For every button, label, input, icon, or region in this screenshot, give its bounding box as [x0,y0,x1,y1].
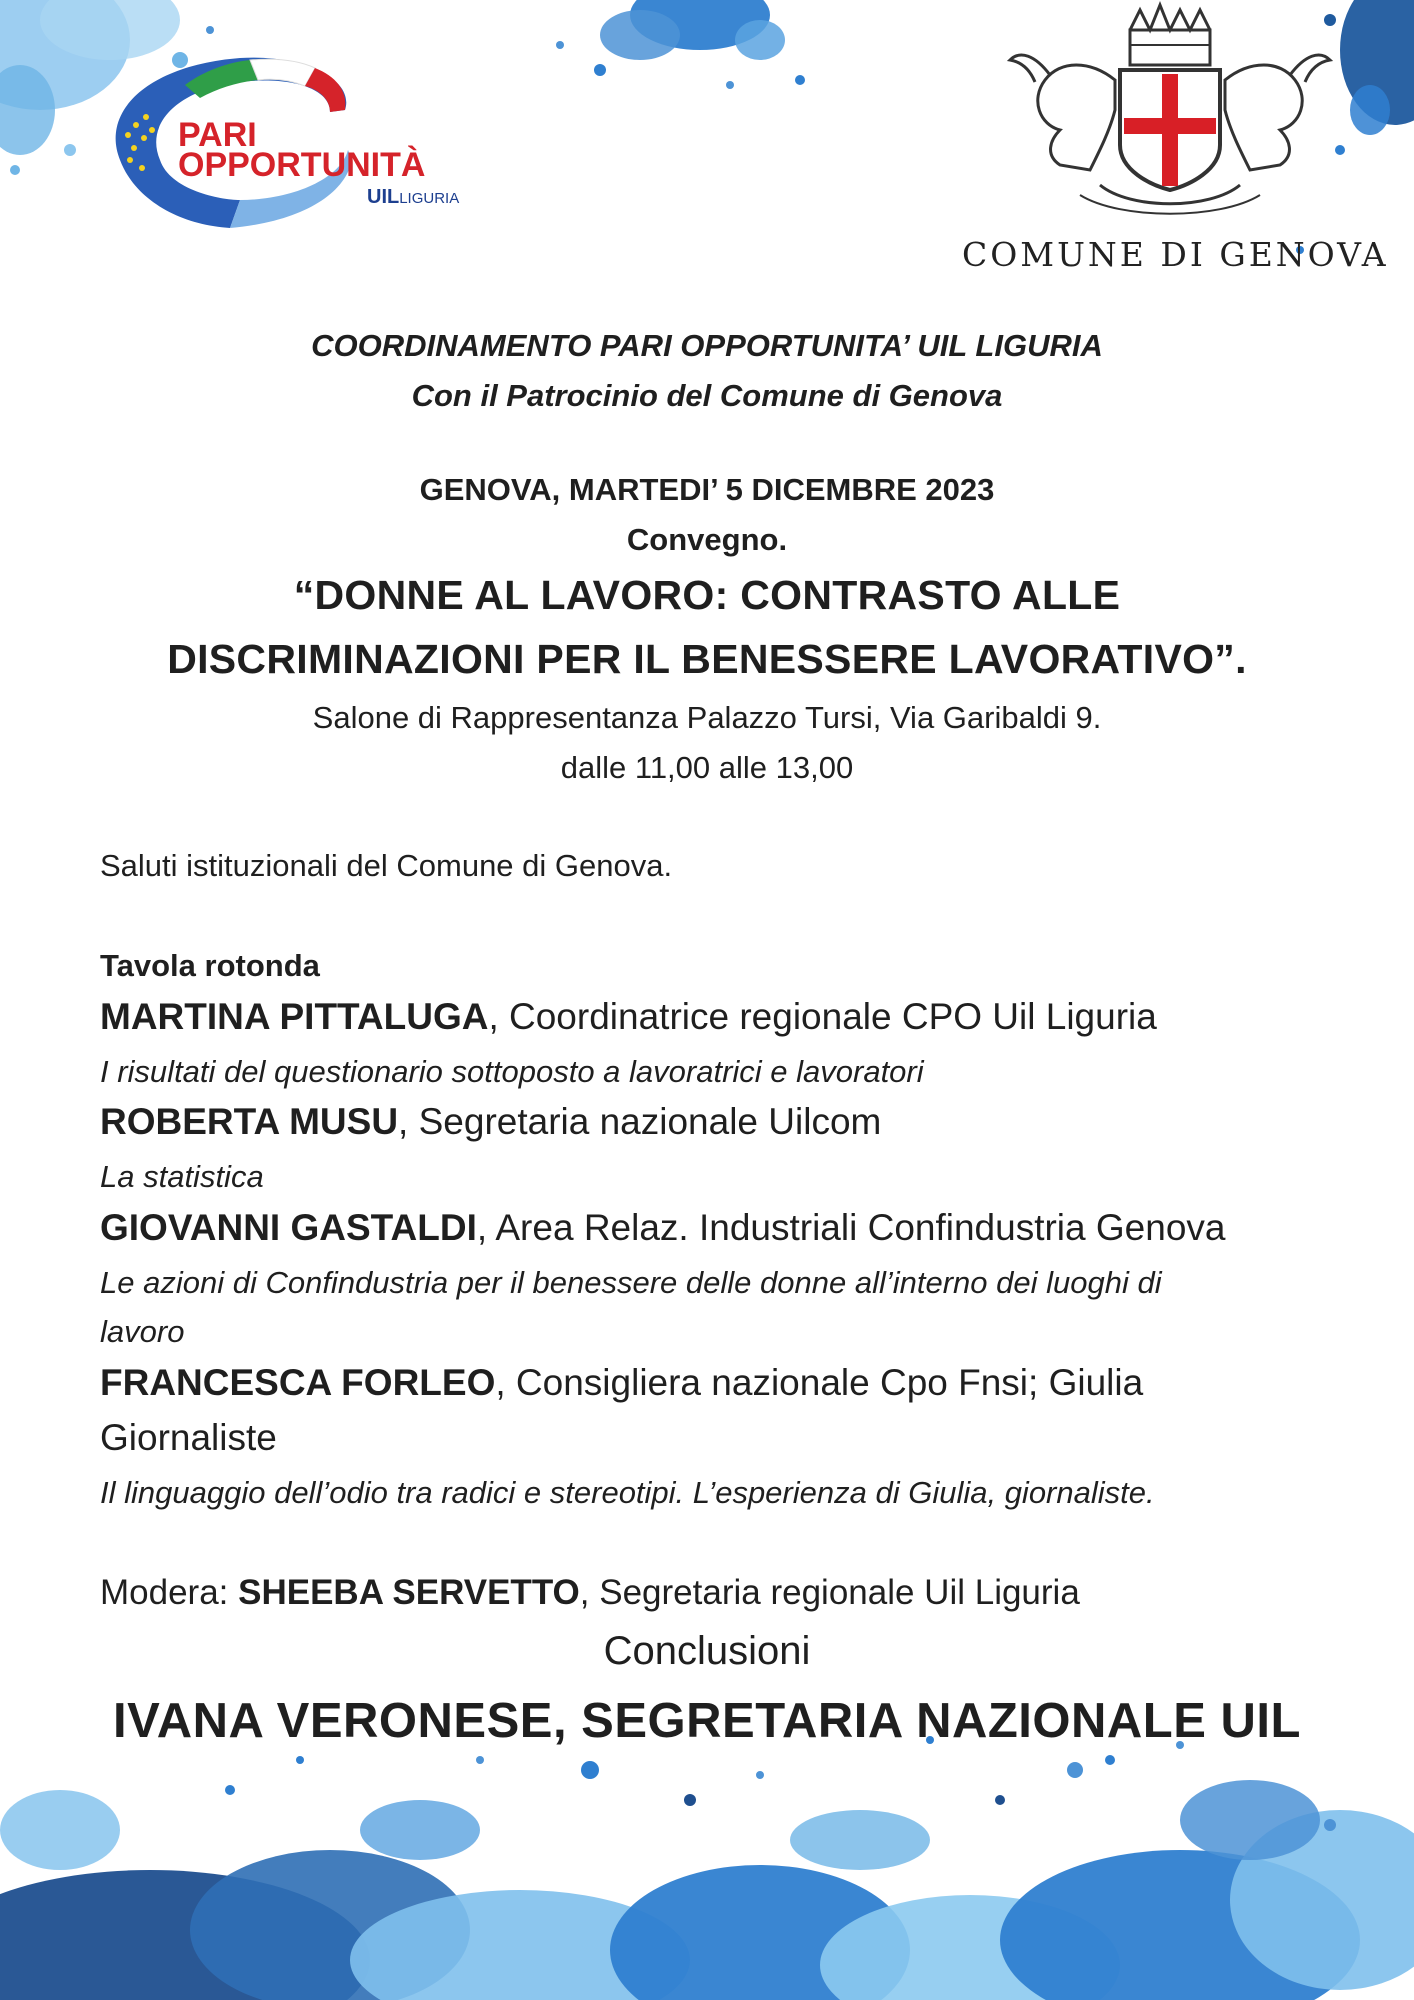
speaker-3-topic-line-2: lavoro [100,1314,185,1349]
moderator-label: Modera: [100,1573,239,1612]
coat-of-arms-icon [950,0,1370,230]
logo-line-opportunita: OPPORTUNITÀ [178,146,426,184]
speaker-1-role: , Coordinatrice regionale CPO Uil Liguria [488,996,1157,1037]
speaker-1 [100,996,1330,1038]
comune-genova-wordmark: COMUNE DI GENOVA [962,235,1389,274]
speaker-2-name: ROBERTA MUSU [100,1101,399,1142]
event-time: dalle 11,00 alle 13,00 [560,750,854,785]
speaker-4-role-line-2: Giornaliste [100,1417,277,1458]
paint-splash-bottom [0,1736,1414,2000]
moderator-line [100,1573,1330,1613]
speaker-3 [100,1207,1330,1249]
logo-line-pari: PARI [178,116,257,154]
institutional-greetings: Saluti istituzionali del Comune di Genova. [100,848,673,883]
moderator-role: , Segretaria regionale Uil Liguria [579,1573,1080,1612]
logo-brand-region: LIGURIA [399,190,460,207]
event-title-line-2: DISCRIMINAZIONI PER IL BENESSERE LAVORATIVO”. [167,636,1247,682]
speaker-4-name: FRANCESCA FORLEO [100,1362,496,1403]
speaker-3-topic-line-1: Le azioni di Confindustria per il benessere delle donne all’interno dei luoghi di [100,1265,1162,1300]
speaker-3-name: GIOVANNI GASTALDI [100,1207,477,1248]
conclusions-label: Conclusioni [603,1629,811,1673]
speaker-4-role: , Consigliera nazionale Cpo Fnsi; Giulia [495,1362,1144,1403]
speaker-2 [100,1101,1330,1143]
moderator-name: SHEEBA SERVETTO [238,1573,580,1612]
comune-genova-logo [950,0,1389,280]
logo-brand-line [367,186,459,210]
patronage-heading: Con il Patrocinio del Comune di Genova [411,378,1003,413]
speaker-1-topic: I risultati del questionario sottoposto a lavoratrici e lavoratori [100,1054,924,1089]
paint-splash-top-center [556,0,805,89]
organizer-heading: COORDINAMENTO PARI OPPORTUNITA’ UIL LIGURIA [311,328,1103,363]
speaker-2-role: , Segretaria nazionale Uilcom [398,1101,882,1142]
speaker-2-topic: La statistica [100,1159,264,1194]
speaker-4 [100,1362,1330,1404]
speaker-4-topic: Il linguaggio dell’odio tra radici e stereotipi. L’esperienza di Giulia, giornaliste. [100,1475,1155,1510]
logo-brand-uil: UIL [367,186,400,208]
conclusions-speaker: IVANA VERONESE, SEGRETARIA NAZIONALE UIL [113,1694,1301,1748]
speaker-3-role: , Area Relaz. Industriali Confindustria Genova [476,1207,1226,1248]
event-title-line-1: “DONNE AL LAVORO: CONTRASTO ALLE [293,572,1121,618]
round-table-heading: Tavola rotonda [100,948,320,983]
event-type: Convegno. [626,522,788,557]
speaker-1-name: MARTINA PITTALUGA [100,996,489,1037]
event-date: GENOVA, MARTEDI’ 5 DICEMBRE 2023 [419,472,995,507]
event-venue: Salone di Rappresentanza Palazzo Tursi, Via Garibaldi 9. [312,700,1102,735]
uil-pari-opportunita-logo [90,40,490,230]
